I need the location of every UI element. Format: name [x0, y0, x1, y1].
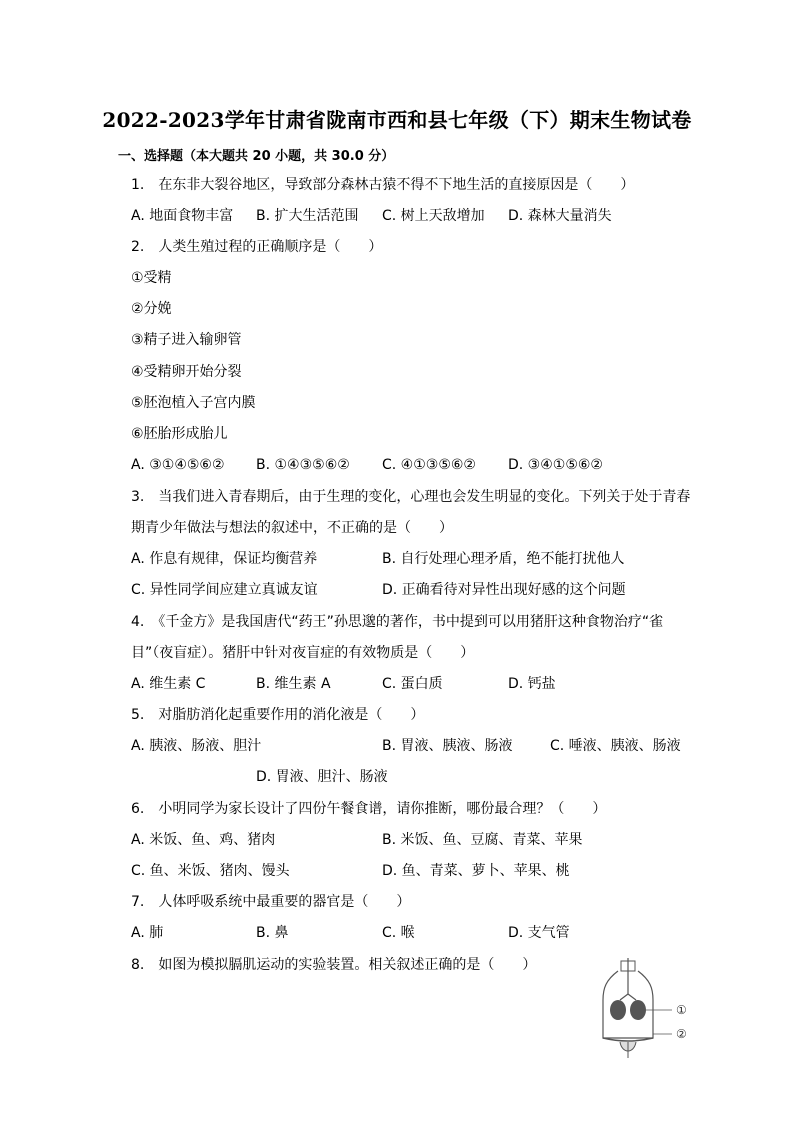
q2-item: ④受精卵开始分裂 — [131, 364, 242, 380]
q5-option-d[interactable]: D. 胃液、胆汁、肠液 — [256, 769, 388, 785]
q1-option-d[interactable]: D. 森林大量消失 — [508, 208, 612, 224]
q2-item: ③精子进入输卵管 — [131, 332, 242, 348]
q4-option-b[interactable]: B. 维生素 A — [256, 676, 331, 692]
section-heading: 一、选择题（本大题共 20 小题，共 30.0 分） — [118, 149, 395, 164]
diaphragm-model-figure — [598, 958, 698, 1063]
question-7-stem: 7. 人体呼吸系统中最重要的器官是（ ） — [131, 894, 411, 910]
question-8-stem: 8. 如图为模拟膈肌运动的实验装置。相关叙述正确的是（ ） — [131, 957, 537, 973]
q1-option-c[interactable]: C. 树上天敌增加 — [382, 208, 485, 224]
q3-option-d[interactable]: D. 正确看待对异性出现好感的这个问题 — [382, 582, 626, 598]
q7-option-a[interactable]: A. 肺 — [131, 925, 164, 941]
question-4-stem-cont: 目”（夜盲症）。猪肝中针对夜盲症的有效物质是（ ） — [131, 645, 475, 661]
figure-label-1: ① — [676, 1003, 687, 1017]
q3-option-a[interactable]: A. 作息有规律，保证均衡营养 — [131, 551, 318, 567]
q5-option-c[interactable]: C. 唾液、胰液、肠液 — [550, 738, 681, 754]
q6-option-d[interactable]: D. 鱼、青菜、萝卜、苹果、桃 — [382, 863, 570, 879]
q2-option-c[interactable]: C. ④①③⑤⑥② — [382, 457, 476, 473]
q5-option-a[interactable]: A. 胰液、肠液、胆汁 — [131, 738, 262, 754]
q1-option-a[interactable]: A. 地面食物丰富 — [131, 208, 234, 224]
q3-option-b[interactable]: B. 自行处理心理矛盾，绝不能打扰他人 — [382, 551, 625, 567]
balloon-lung-icon — [630, 1000, 646, 1020]
q3-option-c[interactable]: C. 异性同学间应建立真诚友谊 — [131, 582, 318, 598]
q2-option-b[interactable]: B. ①④③⑤⑥② — [256, 457, 350, 473]
q2-item: ⑤胚泡植入子宫内膜 — [131, 395, 256, 411]
q4-option-a[interactable]: A. 维生素 C — [131, 676, 206, 692]
q7-option-b[interactable]: B. 鼻 — [256, 925, 289, 941]
q4-option-d[interactable]: D. 钙盐 — [508, 676, 556, 692]
q1-option-b[interactable]: B. 扩大生活范围 — [256, 208, 359, 224]
q4-option-c[interactable]: C. 蛋白质 — [382, 676, 443, 692]
q2-option-d[interactable]: D. ③④①⑤⑥② — [508, 457, 603, 473]
q7-option-c[interactable]: C. 喉 — [382, 925, 415, 941]
q2-item: ⑥胚胎形成胎儿 — [131, 426, 228, 442]
question-3-stem: 3. 当我们进入青春期后，由于生理的变化，心理也会发生明显的变化。下列关于处于青春 — [131, 489, 691, 505]
q2-option-a[interactable]: A. ③①④⑤⑥② — [131, 457, 225, 473]
q6-option-a[interactable]: A. 米饭、鱼、鸡、猪肉 — [131, 832, 276, 848]
q2-item: ②分娩 — [131, 301, 172, 317]
question-6-stem: 6. 小明同学为家长设计了四份午餐食谱，请你推断，哪份最合理？（ ） — [131, 801, 607, 817]
question-4-stem: 4. 《千金方》是我国唐代“药王”孙思邈的著作，书中提到可以用猪肝这种食物治疗“雀 — [131, 614, 664, 630]
q5-option-b[interactable]: B. 胃液、胰液、肠液 — [382, 738, 513, 754]
q6-option-c[interactable]: C. 鱼、米饭、猪肉、馒头 — [131, 863, 290, 879]
q7-option-d[interactable]: D. 支气管 — [508, 925, 570, 941]
question-1-stem: 1. 在东非大裂谷地区，导致部分森林古猿不得不下地生活的直接原因是（ ） — [131, 177, 635, 193]
q2-item: ①受精 — [131, 270, 172, 286]
question-3-stem-cont: 期青少年做法与想法的叙述中，不正确的是（ ） — [131, 520, 453, 536]
question-2-stem: 2. 人类生殖过程的正确顺序是（ ） — [131, 239, 383, 255]
page-title: 2022-2023学年甘肃省陇南市西和县七年级（下）期末生物试卷 — [102, 108, 692, 132]
q6-option-b[interactable]: B. 米饭、鱼、豆腐、青菜、苹果 — [382, 832, 583, 848]
figure-label-2: ② — [676, 1027, 687, 1041]
question-5-stem: 5. 对脂肪消化起重要作用的消化液是（ ） — [131, 707, 425, 723]
balloon-lung-icon — [610, 1000, 626, 1020]
